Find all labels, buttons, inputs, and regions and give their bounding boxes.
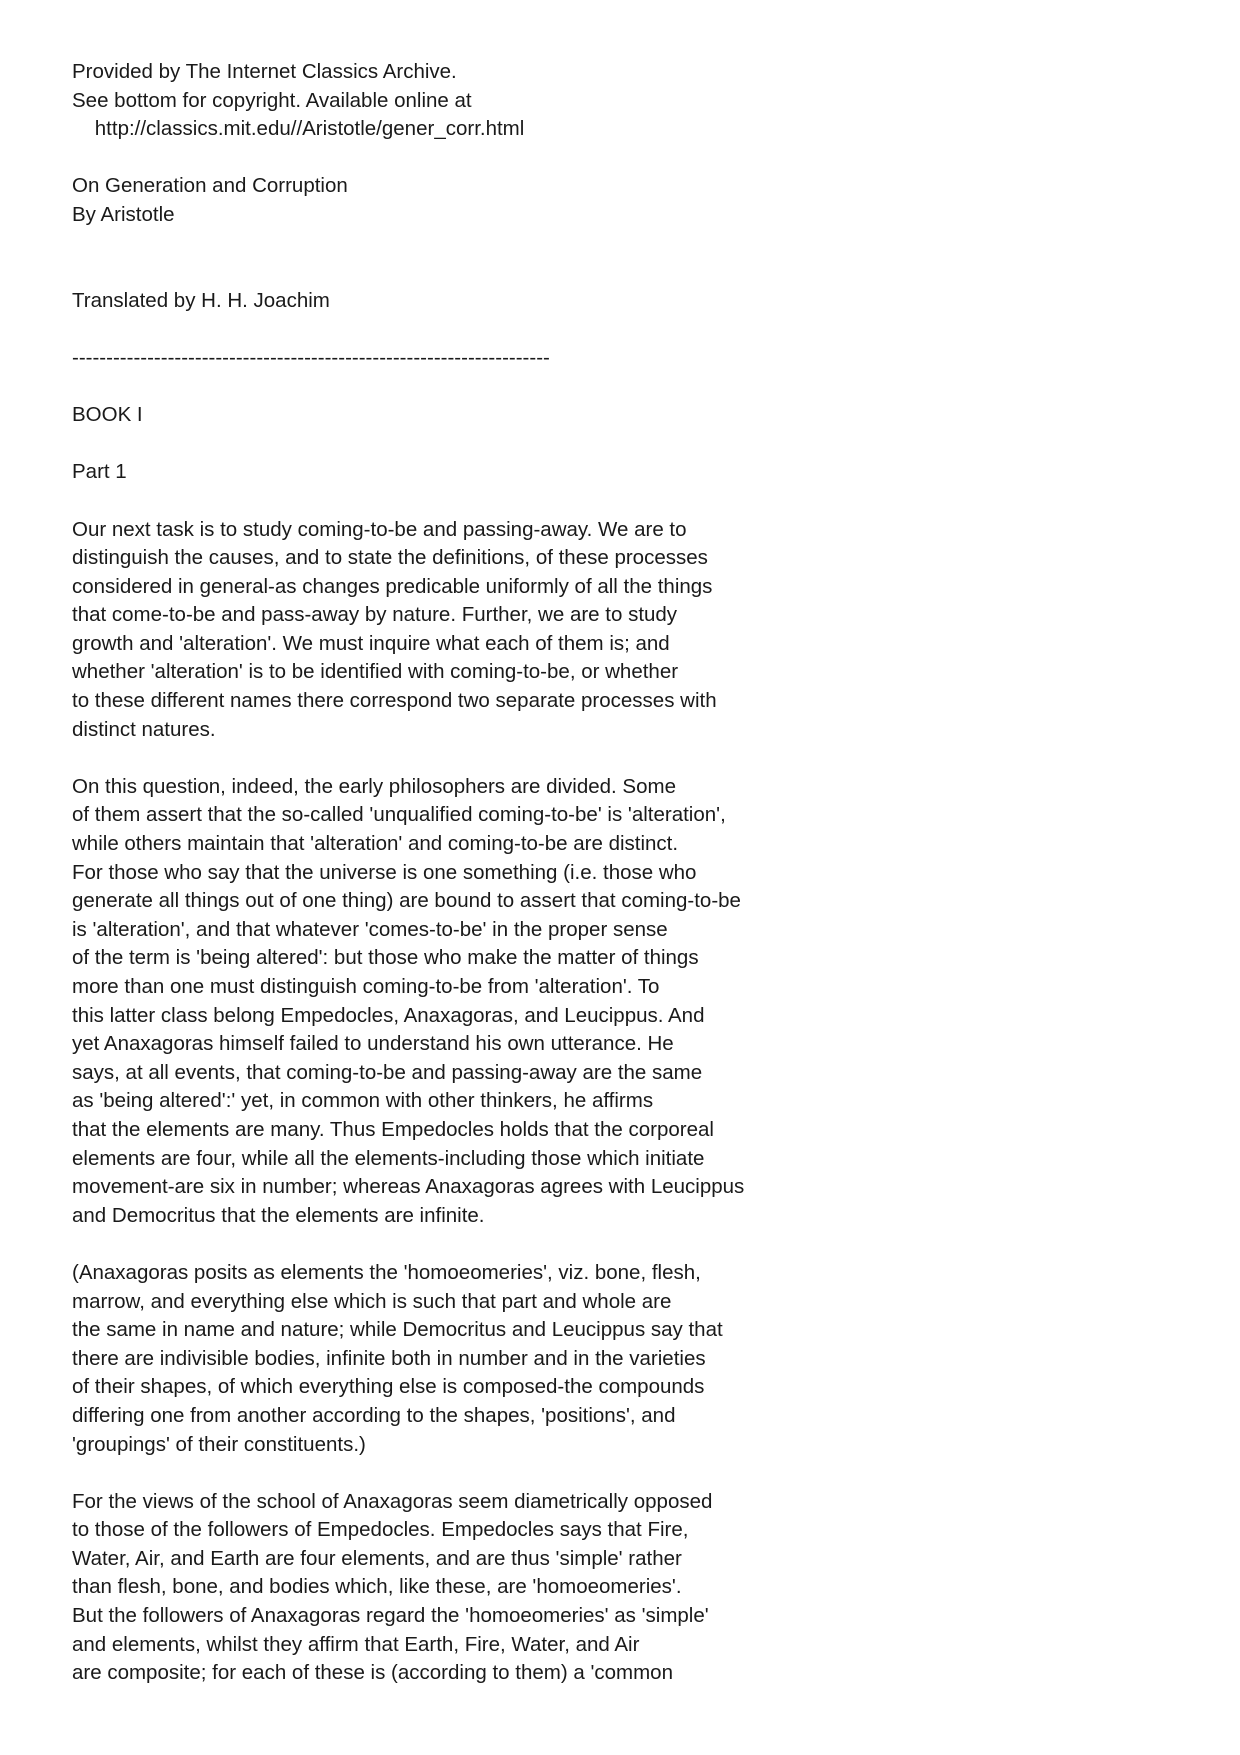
text-line: distinct natures. (72, 717, 216, 741)
text-line: that the elements are many. Thus Empedocles holds that the corporeal (72, 1117, 714, 1141)
paragraph (72, 1259, 1192, 1459)
source-url: http://classics.mit.edu//Aristotle/gener_corr.html (72, 117, 525, 141)
spacer (72, 230, 1192, 259)
text-line: while others maintain that 'alteration' and coming-to-be are distinct. (72, 832, 679, 856)
paragraph (72, 773, 1192, 1231)
spacer (72, 144, 1192, 173)
text-line: of the term is 'being altered': but those who make the matter of things (72, 946, 699, 970)
text-line: movement-are six in number; whereas Anaxagoras agrees with Leucippus (72, 1175, 745, 1199)
spacer (72, 744, 1192, 773)
text-line: growth and 'alteration'. We must inquire what each of them is; and (72, 631, 670, 655)
text-line: But the followers of Anaxagoras regard the 'homoeomeries' as 'simple' (72, 1604, 709, 1628)
work-title: On Generation and Corruption (72, 174, 348, 198)
text-line: elements are four, while all the elements-including those which initiate (72, 1146, 705, 1170)
spacer (72, 315, 1192, 344)
text-line: there are indivisible bodies, infinite both in number and in the varieties (72, 1346, 706, 1370)
text-line: generate all things out of one thing) are bound to assert that coming-to-be (72, 889, 741, 913)
text-line: Water, Air, and Earth are four elements, and are thus 'simple' rather (72, 1546, 682, 1570)
provided-by-line: Provided by The Internet Classics Archive. (72, 60, 457, 83)
spacer (72, 1459, 1192, 1488)
spacer (72, 1230, 1192, 1259)
text-line: and elements, whilst they affirm that Earth, Fire, Water, and Air (72, 1632, 640, 1656)
text-line: whether 'alteration' is to be identified with coming-to-be, or whether (72, 660, 679, 684)
text-line: yet Anaxagoras himself failed to understand his own utterance. He (72, 1032, 674, 1056)
text-line: Our next task is to study coming-to-be and passing-away. We are to (72, 517, 687, 541)
text-line: says, at all events, that coming-to-be and passing-away are the same (72, 1060, 703, 1084)
paragraph (72, 1488, 1192, 1688)
text-line: differing one from another according to the shapes, 'positions', and (72, 1403, 676, 1427)
text-line: that come-to-be and pass-away by nature. Further, we are to study (72, 603, 678, 627)
text-line: to these different names there correspond two separate processes with (72, 689, 717, 713)
text-line: are composite; for each of these is (according to them) a 'common (72, 1661, 673, 1685)
text-line: (Anaxagoras posits as elements the 'homoeomeries', viz. bone, flesh, (72, 1260, 701, 1284)
book-heading: BOOK I (72, 403, 143, 427)
text-line: of their shapes, of which everything else is composed-the compounds (72, 1375, 705, 1399)
separator-line: ---------------------------------------------------------------------- (72, 345, 550, 369)
spacer (72, 487, 1192, 516)
text-line: considered in general-as changes predicable uniformly of all the things (72, 574, 713, 598)
translator-line: Translated by H. H. Joachim (72, 288, 330, 312)
part-heading: Part 1 (72, 460, 127, 484)
text-line: On this question, indeed, the early philosophers are divided. Some (72, 774, 676, 798)
see-bottom-line: See bottom for copyright. Available online at (72, 88, 472, 112)
text-line: marrow, and everything else which is such that part and whole are (72, 1289, 672, 1313)
text-line: more than one must distinguish coming-to-be from 'alteration'. To (72, 975, 660, 998)
text-line: distinguish the causes, and to state the definitions, of these processes (72, 546, 708, 570)
text-line: For the views of the school of Anaxagoras seem diametrically opposed (72, 1489, 713, 1513)
text-line: of them assert that the so-called 'unqualified coming-to-be' is 'alteration', (72, 803, 726, 827)
text-line: and Democritus that the elements are infinite. (72, 1203, 485, 1227)
text-line: is 'alteration', and that whatever 'comes-to-be' in the proper sense (72, 917, 668, 941)
spacer (72, 373, 1192, 402)
spacer (72, 430, 1192, 459)
paragraph (72, 516, 1192, 745)
text-line: than flesh, bone, and bodies which, like these, are 'homoeomeries'. (72, 1575, 682, 1599)
body-text (72, 516, 1192, 1688)
text-line: as 'being altered':' yet, in common with other thinkers, he affirms (72, 1089, 654, 1113)
text-line: For those who say that the universe is one something (i.e. those who (72, 860, 697, 884)
spacer (72, 258, 1192, 287)
author-line: By Aristotle (72, 202, 175, 226)
document-page (72, 58, 1192, 1688)
text-line: 'groupings' of their constituents.) (72, 1432, 366, 1456)
text-line: the same in name and nature; while Democritus and Leucippus say that (72, 1318, 723, 1342)
text-line: this latter class belong Empedocles, Anaxagoras, and Leucippus. And (72, 1003, 705, 1027)
text-line: to those of the followers of Empedocles. Empedocles says that Fire, (72, 1518, 689, 1542)
